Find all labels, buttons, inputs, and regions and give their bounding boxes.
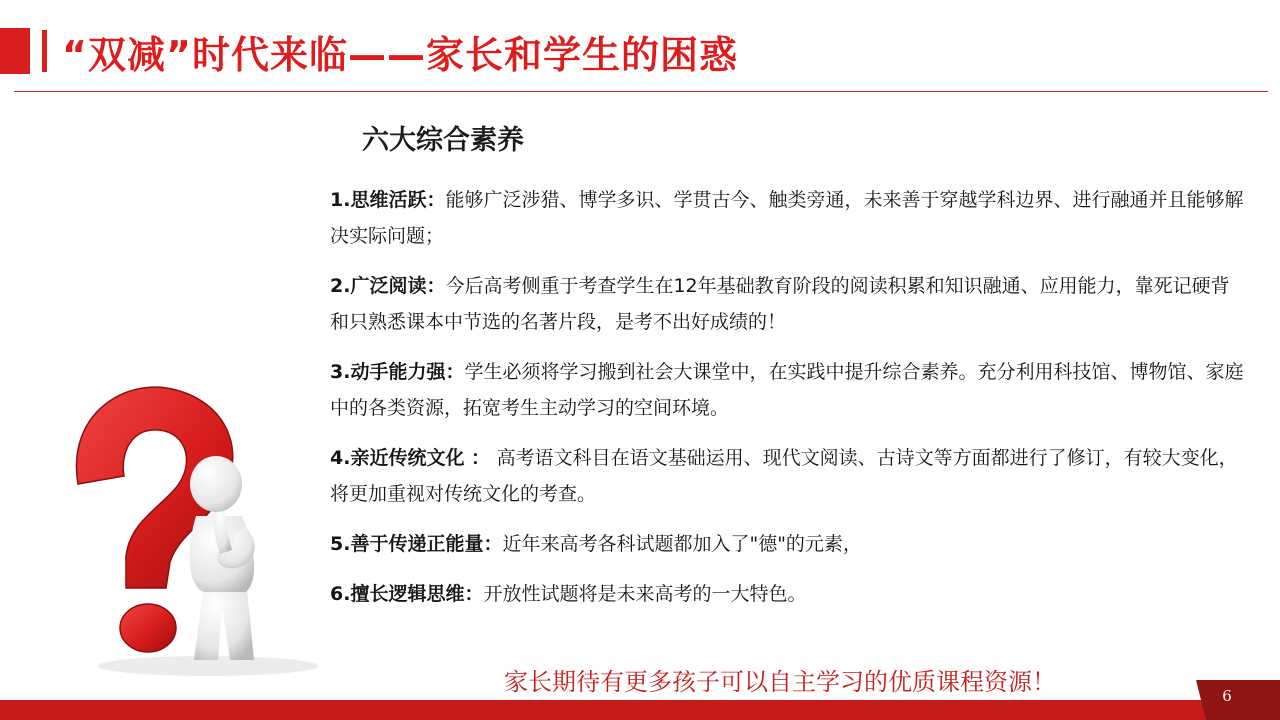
item-text: 开放性试题将是未来高考的一大特色。 (483, 583, 807, 605)
title-accent-bar (0, 28, 30, 74)
section-heading: 六大综合素养 (362, 125, 524, 156)
slide-title: “双减”时代来临——家长和学生的困惑 (62, 33, 738, 77)
title-accent-stripe (42, 30, 47, 72)
item-label: 6.擅长逻辑思维： (330, 583, 484, 605)
item-label: 4.亲近传统文化 ： (330, 447, 497, 469)
list-item (330, 354, 1248, 426)
item-label: 5.善于传递正能量： (330, 533, 503, 555)
item-text: 今后高考侧重于考查学生在12年基础教育阶段的阅读积累和知识融通、应用能力，靠死记硬背和只熟悉课本中节选的名著片段，是考不出好成绩的！ (330, 275, 1230, 333)
list-item (330, 576, 1248, 612)
item-text: 学生必须将学习搬到社会大课堂中，在实践中提升综合素养。充分利用科技馆、博物馆、家庭中的各类资源，拓宽考生主动学习的空间环境。 (330, 361, 1244, 419)
list-item (330, 182, 1248, 254)
item-text: 高考语文科目在语文基础运用、现代文阅读、古诗文等方面都进行了修订，有较大变化，将更加重视对传统文化的考查。 (330, 447, 1238, 505)
item-label: 2.广泛阅读： (330, 275, 446, 297)
item-label: 1.思维活跃： (330, 189, 446, 211)
item-text: 近年来高考各科试题都加入了"德"的元素， (502, 533, 862, 555)
literacy-list (330, 182, 1248, 626)
list-item (330, 526, 1248, 562)
footer-band (0, 700, 1280, 720)
page-number: 6 (1222, 687, 1232, 705)
list-item (330, 440, 1248, 512)
item-text: 能够广泛涉猎、博学多识、学贯古今、触类旁通，未来善于穿越学科边界、进行融通并且能够解决实际问题； (330, 189, 1244, 247)
closing-statement: 家长期待有更多孩子可以自主学习的优质课程资源！ (504, 668, 1056, 696)
item-label: 3.动手能力强： (330, 361, 465, 383)
title-divider (14, 91, 1268, 92)
question-mark-figure-icon (8, 366, 328, 684)
list-item (330, 268, 1248, 340)
